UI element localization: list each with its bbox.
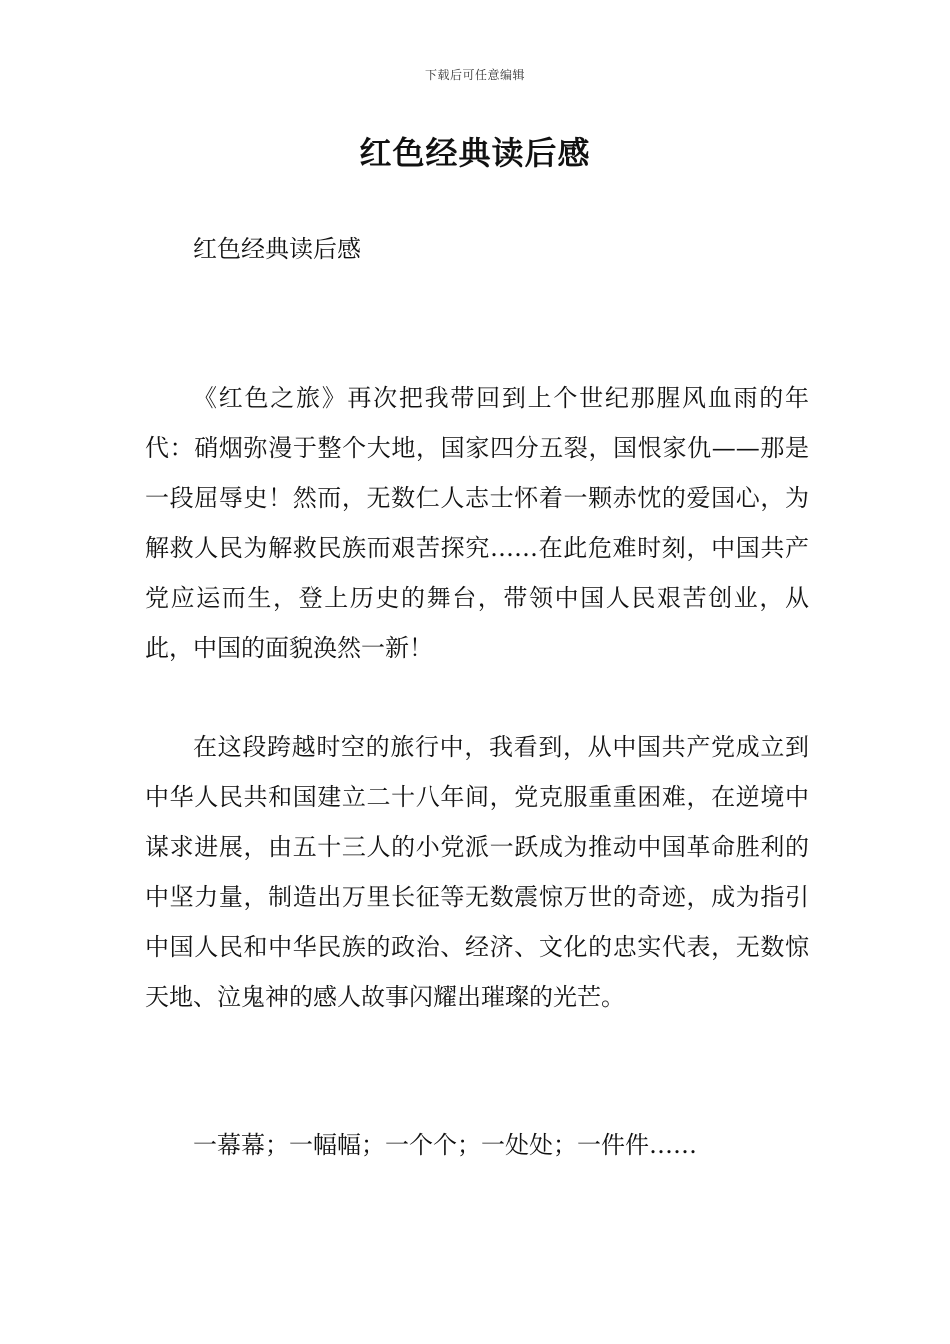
paragraph-2: 在这段跨越时空的旅行中，我看到，从中国共产党成立到中华人民共和国建立二十八年间，党克服重重困难，在逆境中谋求进展，由五十三人的小党派一跃成为推动中国革命胜利的中坚力量，制造出万里长征等无数震惊万世的奇迹，成为指引中国人民和中华民族的政治、经济、文化的忠实代表，无数惊天地、泣鬼神的感人故事闪耀出璀璨的光芒。 <box>145 733 809 1011</box>
paragraph-3: 一幕幕；一幅幅；一个个；一处处；一件件…… <box>193 1131 697 1159</box>
header-note: 下载后可任意编辑 <box>424 68 525 82</box>
document-title: 红色经典读后感 <box>359 134 591 172</box>
paragraph-1: 《红色之旅》再次把我带回到上个世纪那腥风血雨的年代：硝烟弥漫于整个大地，国家四分五裂，国恨家仇——那是一段屈辱史！然而，无数仁人志士怀着一颗赤忱的爱国心，为解救人民为解救民族而艰苦探究……在此危难时刻，中国共产党应运而生，登上历史的舞台，带领中国人民艰苦创业，从此，中国的面貌涣然一新！ <box>145 384 809 662</box>
document-subtitle: 红色经典读后感 <box>193 235 361 263</box>
